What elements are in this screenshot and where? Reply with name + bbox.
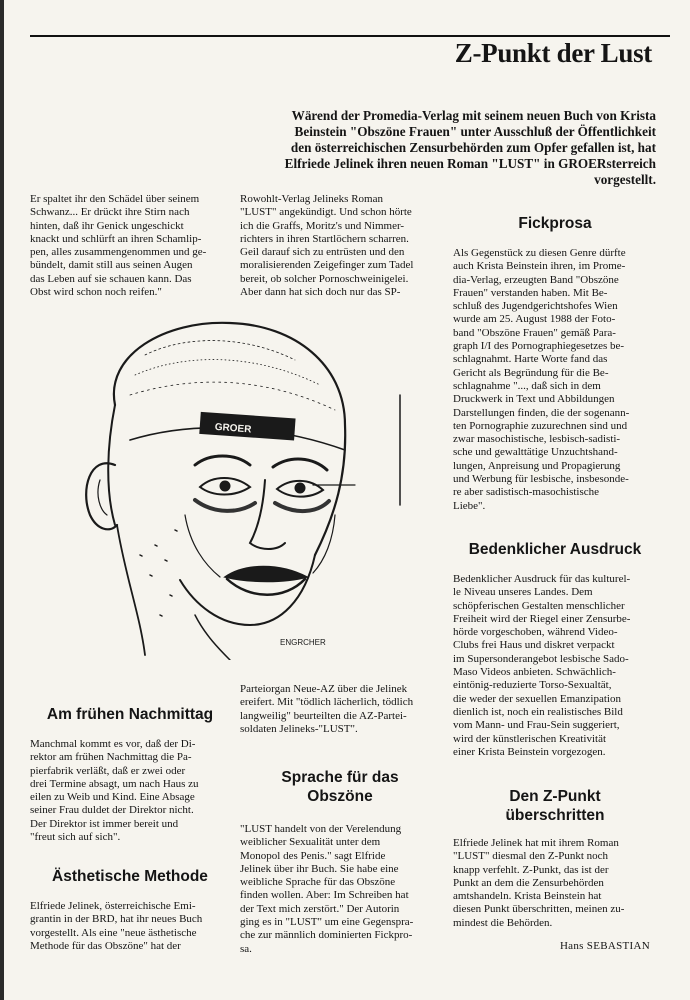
novel-quote (30, 193, 230, 299)
text-line: Geil darauf sich zu entrüsten und den (240, 246, 405, 259)
quote-line: hinten, daß ihr Genick ungeschickt (30, 219, 184, 232)
text-line: Maso Videos anbieten. Schwächlich- (453, 666, 616, 679)
quote-line: Schwanz... Er drückt ihre Stirn nach (30, 206, 190, 219)
intro-line: Beinstein "Obszöne Frauen" unter Ausschluß der Öffentlichkeit (294, 124, 656, 139)
quote-line: knackt und schlürft an ihren Schamlip- (30, 232, 202, 245)
text-line: und Werbung für lesbische, insbesonde- (453, 473, 629, 486)
section-aesthetische-methode (30, 900, 235, 953)
intro-line: den österreichischen Zensurbehörden zum Opfer gefallen ist, hat (290, 140, 656, 155)
text-line: amtshandeln. Krista Beinstein hat (453, 890, 602, 903)
text-line: weiblicher Sexualität unter dem (240, 836, 381, 849)
section-am-fruehen-nachmittag (30, 738, 235, 844)
text-line: Rowohlt-Verlag Jelineks Roman (240, 193, 383, 205)
text-line: grantin in der BRD, hat ihr neues Buch (30, 913, 203, 926)
quote-line: das Leben auf sie schauen kann. Das (30, 272, 192, 285)
text-line: diesen Punkt überschritten, meinen zu- (453, 903, 625, 916)
text-line: mindest die Behörden. (453, 916, 553, 929)
text-line: schlagnahmt. Harte Worte fand das (453, 353, 608, 366)
text-line: auch Krista Beinstein ihren, im Prome- (453, 260, 626, 273)
text-line: wurde am 25. August 1988 der Foto- (453, 313, 616, 326)
heading-sprache-fuer-das-obszoene (240, 768, 440, 806)
text-line: soldaten Jelineks-"LUST". (240, 722, 358, 735)
quote-line: Er spaltet ihr den Schädel über seinem (30, 193, 200, 205)
text-line: eilen zu Weib und Kind. Eine Absage (30, 791, 195, 804)
text-line: pierfabrik verläßt, daß er zwei oder (30, 764, 186, 777)
heading-line: Sprache für das (281, 769, 399, 786)
intro-line: vorgestellt. (594, 172, 656, 187)
text-line: im Supersonderangebot lesbische Sado- (453, 652, 629, 665)
text-line: "LUST" diesmal den Z-Punkt noch (453, 850, 609, 863)
text-line: Methode für das Obszöne" hat der (30, 939, 181, 952)
text-line: bereit, ob solcher Pornoschweinigelei. (240, 272, 409, 285)
text-line: Darstellungen finden, die der sogenann- (453, 406, 630, 419)
quote-line: bündelt, damit still aus seinen Augen (30, 259, 193, 272)
text-line: Liebe". (453, 499, 486, 512)
section-bedenklicher-ausdruck (453, 573, 663, 759)
intro-paragraph (236, 108, 656, 188)
text-line: moralisierenden Zeigefinger zum Tadel (240, 259, 414, 272)
text-line: knapp verfehlt. Z-Punkt, das ist der (453, 863, 609, 876)
text-line: Der Direktor ist immer bereit und (30, 817, 179, 830)
text-line: band "Obszöne Frauen" gemäß Para- (453, 326, 616, 339)
text-line: re aber sadistisch-masochistische (453, 486, 600, 499)
heading-line: überschritten (505, 807, 605, 824)
text-line: ereifert. Mit "tödlich lächerlich, tödlich (240, 696, 414, 709)
text-line: hörde vorgeschoben, während Video- (453, 626, 618, 639)
artist-signature: ENGRCHER (280, 638, 326, 647)
heading-aesthetische-methode: Ästhetische Methode (52, 868, 208, 885)
top-rule (30, 35, 670, 37)
text-line: ich die Graffs, Moritz's und Nimmer- (240, 219, 405, 232)
text-line: "LUST" angekündigt. Und schon hörte (240, 206, 412, 219)
text-line: Gericht als Begründung für die Be- (453, 366, 609, 379)
text-line: Manchmal kommt es vor, daß der Di- (30, 738, 196, 750)
text-line: "freut sich auf sich". (30, 831, 121, 844)
heading-line: Den Z-Punkt (509, 788, 601, 805)
middle-column-bottom (240, 683, 440, 736)
text-line: Druckwerk in Text und Abbildungen (453, 393, 615, 406)
quote-line: Obst wird schon noch reifen." (30, 286, 162, 299)
page-edge-shadow (0, 0, 4, 1000)
text-line: der Text mich zerstört." Der Autorin (240, 902, 400, 915)
text-line: Punkt an dem die Zensurbehörden (453, 876, 604, 889)
text-line: seiner Frau duldet der Direktor nicht. (30, 804, 194, 817)
heading-am-fruehen-nachmittag: Am frühen Nachmittag (46, 706, 214, 723)
text-line: Frauen" verstanden haben. Mit Be- (453, 286, 608, 299)
text-line: finden wollen. Aber: Im Schreiben hat (240, 889, 409, 902)
text-line: Clubs frei Haus und diskret verpackt (453, 639, 615, 652)
author-signature: Hans SEBASTIAN (559, 940, 650, 952)
section-sprache-fuer-das-obszoene (240, 823, 445, 956)
text-line: schöpferischen Gestalten menschlicher (453, 599, 625, 612)
text-line: che zur männlich dominierten Fickpro- (240, 929, 413, 942)
text-line: rektor am frühen Nachmittag die Pa- (30, 751, 192, 764)
cap-band-text: GROER (214, 421, 252, 436)
middle-column-top (240, 193, 440, 299)
text-line: graph I/I des Pornographiegesetzes be- (453, 340, 625, 353)
section-fickprosa (453, 247, 663, 513)
heading-line: Obszöne (307, 788, 373, 805)
text-line: schluß des Jugendgerichtshofes Wien (453, 300, 618, 313)
text-line: lungen, Anpreisung und Propagierung (453, 459, 621, 472)
text-line: Bedenklicher Ausdruck für das kulturel- (453, 573, 631, 585)
quote-line: pen, alles zusammengenommen und ge- (30, 246, 207, 259)
section-den-z-punkt (453, 837, 663, 930)
intro-line: Elfriede Jelinek ihren neuen Roman "LUST" in GROERsterreich (284, 156, 656, 171)
text-line: ging es in "LUST" um eine Gegenspra- (240, 916, 414, 929)
text-line: vom Mann- und Frau-Sein suggeriert, (453, 719, 620, 732)
text-line: Freiheit wird der Riegel einer Zensurbe- (453, 612, 631, 625)
heading-den-z-punkt-ueberschritten (455, 787, 655, 825)
text-line: "LUST handelt von der Verelendung (240, 823, 402, 835)
text-line: le Niveau unseres Landes. Dem (453, 586, 593, 599)
text-line: Elfriede Jelinek, österreichische Emi- (30, 900, 196, 912)
text-line: einer Krista Beinstein vorgezogen. (453, 745, 606, 758)
text-line: sche und gewalttätige Unzuchtshand- (453, 446, 618, 459)
heading-fickprosa: Fickprosa (518, 215, 592, 232)
text-line: Elfriede Jelinek hat mit ihrem Roman (453, 837, 619, 849)
text-line: schlagnahme "..., daß sich in dem (453, 379, 601, 392)
text-line: Monopol des Penis." sagt Elfride (240, 849, 386, 862)
face-illustration (45, 315, 435, 660)
page-title: Z-Punkt der Lust (454, 38, 652, 68)
text-line: Als Gegenstück zu diesen Genre dürfte (453, 247, 626, 259)
text-line: zwar masochistische, lesbisch-sadisti- (453, 433, 621, 446)
text-line: Aber dann hat sich doch nur das SP- (240, 286, 401, 299)
text-line: richters in ihren Startlöchern scharren. (240, 232, 409, 245)
heading-bedenklicher-ausdruck: Bedenklicher Ausdruck (468, 541, 642, 558)
text-line: drei Termine absagt, um nach Haus zu (30, 777, 199, 790)
text-line: vorgestellt. Als eine "neue ästhetische (30, 926, 197, 939)
text-line: ten Pornographie zuzurechnen sind und (453, 419, 628, 432)
text-line: Jelinek über ihr Buch. Sie habe eine (240, 862, 399, 875)
intro-line: Wärend der Promedia-Verlag mit seinem neuen Buch von Krista (291, 108, 656, 123)
text-line: Parteiorgan Neue-AZ über die Jelinek (240, 683, 408, 695)
text-line: dienlich ist, noch ein realistisches Bild (453, 705, 623, 718)
text-line: sa. (240, 942, 252, 955)
text-line: eintönig-reduzierte Torso-Sexualtät, (453, 679, 612, 692)
text-line: weibliche Sprache für das Obszöne (240, 876, 396, 889)
text-line: wird der künstlerischen Kreativität (453, 732, 607, 745)
text-line: die weder der sexuellen Emanzipation (453, 692, 621, 705)
text-line: langweilig" beurteilten die AZ-Partei- (240, 709, 407, 722)
text-line: dia-Verlag, erzeugten Band "Obszöne (453, 273, 619, 286)
